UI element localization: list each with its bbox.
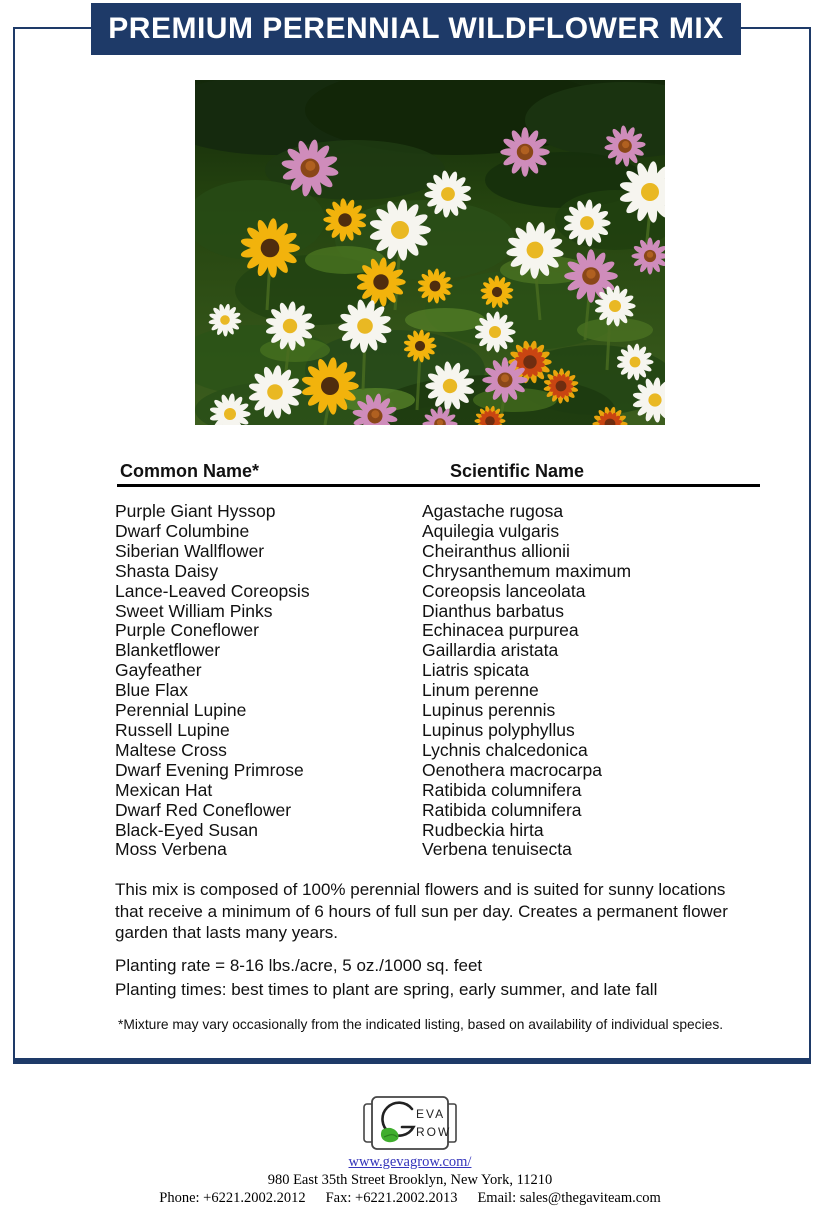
species-scientific-name: Lupinus polyphyllus [422,719,575,740]
species-scientific-name: Ratibida columnifera [422,779,582,800]
species-scientific-name: Agastache rugosa [422,501,564,521]
species-scientific-name: Echinacea purpurea [422,620,579,641]
fax-text: Fax: +6221.2002.2013 [325,1190,458,1206]
species-scientific-name: Dianthus barbatus [422,600,565,621]
phone-text: Phone: +6221.2002.2012 [159,1190,306,1206]
species-row [115,562,631,582]
species-scientific-name: Oenothera macrocarpa [422,759,602,780]
species-common-name: Mexican Hat [115,779,213,800]
logo-text-row: ROW [416,1125,452,1139]
species-scientific-name: Cheiranthus allionii [422,540,570,561]
species-common-name: Siberian Wallflower [115,540,265,561]
species-row [115,661,631,681]
species-scientific-name: Rudbeckia hirta [422,819,544,840]
species-table [115,502,631,860]
mix-description: This mix is composed of 100% perennial flowers and is suited for sunny locations that receive a minimum of 6 hours of full sun per day. Creates a permanent flower garden that lasts many years. [115,880,728,943]
species-common-name: Russell Lupine [115,719,230,740]
species-row [115,801,631,821]
species-row [115,840,631,860]
planting-times-line: Planting times: best times to plant are spring, early summer, and late fall [115,980,658,999]
species-row [115,602,631,622]
species-scientific-name: Ratibida columnifera [422,799,582,820]
species-scientific-name: Linum perenne [422,680,539,701]
species-scientific-name: Liatris spicata [422,660,529,681]
website-line [0,1154,820,1171]
website-link[interactable]: www.gevagrow.com/ [348,1154,472,1170]
address-line: 980 East 35th Street Brooklyn, New York, 11210 [267,1172,553,1188]
species-row [115,582,631,602]
species-row [115,741,631,761]
species-common-name: Black-Eyed Susan [115,819,258,840]
common-name-column-header: Common Name* [120,461,260,481]
species-common-name: Shasta Daisy [115,560,219,581]
species-row [115,761,631,781]
species-common-name: Dwarf Evening Primrose [115,759,304,780]
species-common-name: Purple Giant Hyssop [115,501,276,521]
species-common-name: Maltese Cross [115,739,227,760]
mixture-footnote: *Mixture may vary occasionally from the indicated listing, based on availability of individual species. [118,1017,724,1032]
page-title: PREMIUM PERENNIAL WILDFLOWER MIX [108,12,724,45]
wildflower-photo [195,80,665,425]
species-row [115,542,631,562]
table-header-rule [117,484,760,487]
species-common-name: Gayfeather [115,660,202,681]
species-common-name: Purple Coneflower [115,620,259,641]
species-scientific-name: Coreopsis lanceolata [422,580,586,601]
species-scientific-name: Verbena tenuisecta [422,839,572,860]
planting-rate-line: Planting rate = 8-16 lbs./acre, 5 oz./1000 sq. feet [115,956,483,975]
species-row [115,621,631,641]
species-scientific-name: Aquilegia vulgaris [422,520,560,541]
species-scientific-name: Lupinus perennis [422,700,556,721]
species-common-name: Lance-Leaved Coreopsis [115,580,310,601]
logo-text-eva: EVA [416,1107,446,1121]
species-common-name: Moss Verbena [115,839,227,860]
species-row [115,641,631,661]
species-common-name: Perennial Lupine [115,700,247,721]
species-row [115,522,631,542]
species-row [115,721,631,741]
email-text: Email: sales@thegaviteam.com [477,1190,661,1206]
species-common-name: Blue Flax [115,680,188,701]
species-common-name: Dwarf Red Coneflower [115,799,292,820]
species-row [115,821,631,841]
species-row [115,701,631,721]
contact-line [0,1190,820,1207]
species-row [115,781,631,801]
species-common-name: Sweet William Pinks [115,600,273,621]
species-row [115,502,631,522]
title-banner [91,3,741,55]
species-row [115,681,631,701]
gevagrow-logo [360,1092,460,1154]
species-common-name: Blanketflower [115,640,221,661]
species-scientific-name: Chrysanthemum maximum [422,560,632,581]
scientific-name-column-header: Scientific Name [450,461,585,481]
species-common-name: Dwarf Columbine [115,520,250,541]
species-scientific-name: Lychnis chalcedonica [422,739,588,760]
species-scientific-name: Gaillardia aristata [422,640,559,661]
